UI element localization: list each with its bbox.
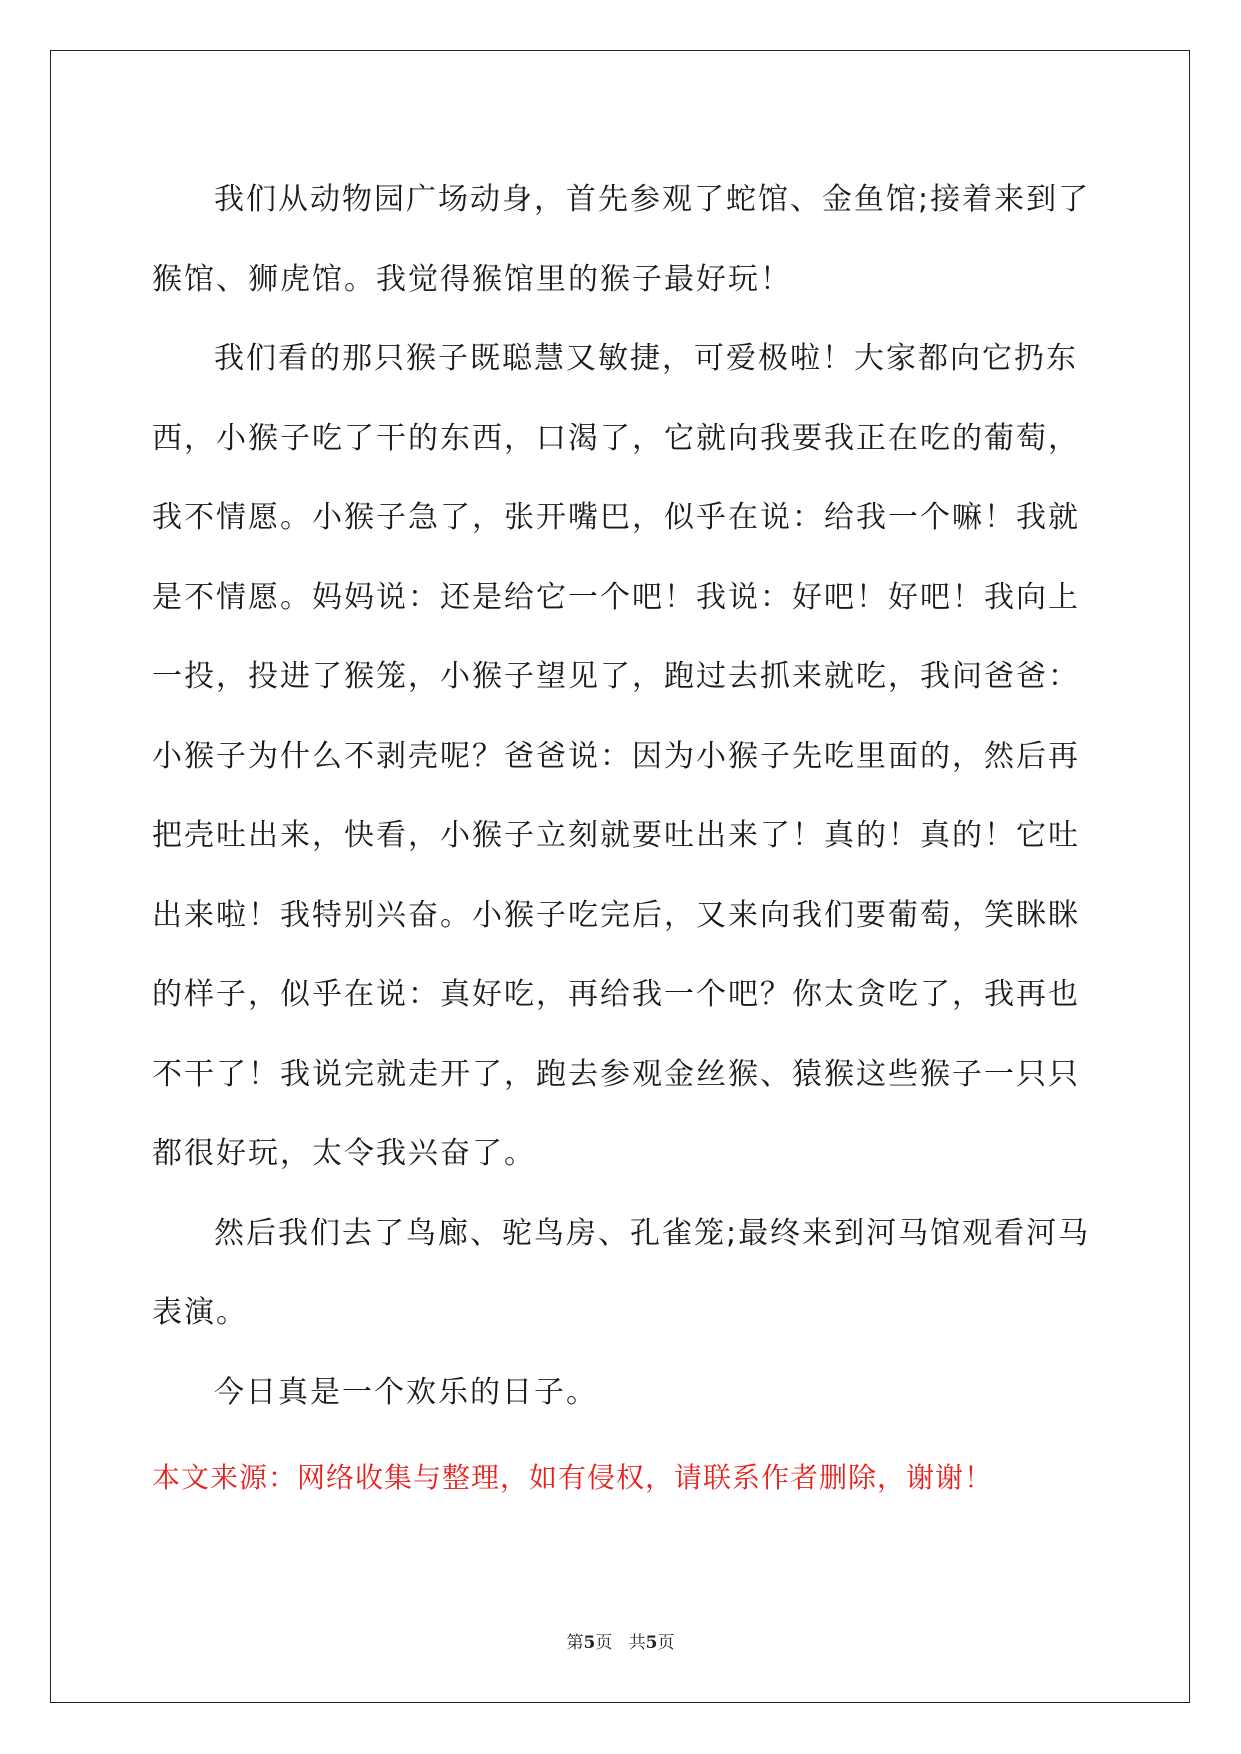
paragraph-1: 我们从动物园广场动身，首先参观了蛇馆、金鱼馆;接着来到了猴馆、狮虎馆。我觉得猴馆里的猴子最好玩！ (152, 182, 1091, 297)
footer-total-pages: 5 (645, 1633, 658, 1653)
footer-total-prefix: 共 (628, 1633, 646, 1653)
footer-page-number: 5 (583, 1633, 596, 1653)
paragraph-2: 我们看的那只猴子既聪慧又敏捷，可爱极啦！大家都向它扔东西，小猴子吃了干的东西，口渴了，它就向我要我正在吃的葡萄，我不情愿。小猴子急了，张开嘴巴，似乎在说：给我一个嘛！我就是不情愿。妈妈说：还是给它一个吧！我说：好吧！好吧！我向上一投，投进了猴笼，小猴子望见了，跑过去抓来就吃，我问爸爸：小猴子为什么不剥壳呢？爸爸说：因为小猴子先吃里面的，然后再把壳吐出来，快看，小猴子立刻就要吐出来了！真的！真的！它吐出来啦！我特别兴奋。小猴子吃完后，又来向我们要葡萄，笑眯眯的样子，似乎在说：真好吃，再给我一个吧？你太贪吃了，我再也不干了！我说完就走开了，跑去参观金丝猴、猿猴这些猴子一只只都很好玩，太令我兴奋了。 (152, 341, 1080, 1171)
footer-total-suffix: 页 (657, 1633, 675, 1653)
page-footer (0, 1628, 1241, 1653)
source-note: 本文来源：网络收集与整理，如有侵权，请联系作者删除，谢谢！ (152, 1461, 994, 1494)
document-body (152, 160, 1092, 1432)
paragraph-3: 然后我们去了鸟廊、驼鸟房、孔雀笼;最终来到河马馆观看河马表演。 (152, 1215, 1091, 1330)
footer-page-prefix: 第 (566, 1633, 584, 1653)
footer-page-suffix: 页 (595, 1633, 613, 1653)
paragraph-4: 今日真是一个欢乐的日子。 (214, 1374, 598, 1410)
